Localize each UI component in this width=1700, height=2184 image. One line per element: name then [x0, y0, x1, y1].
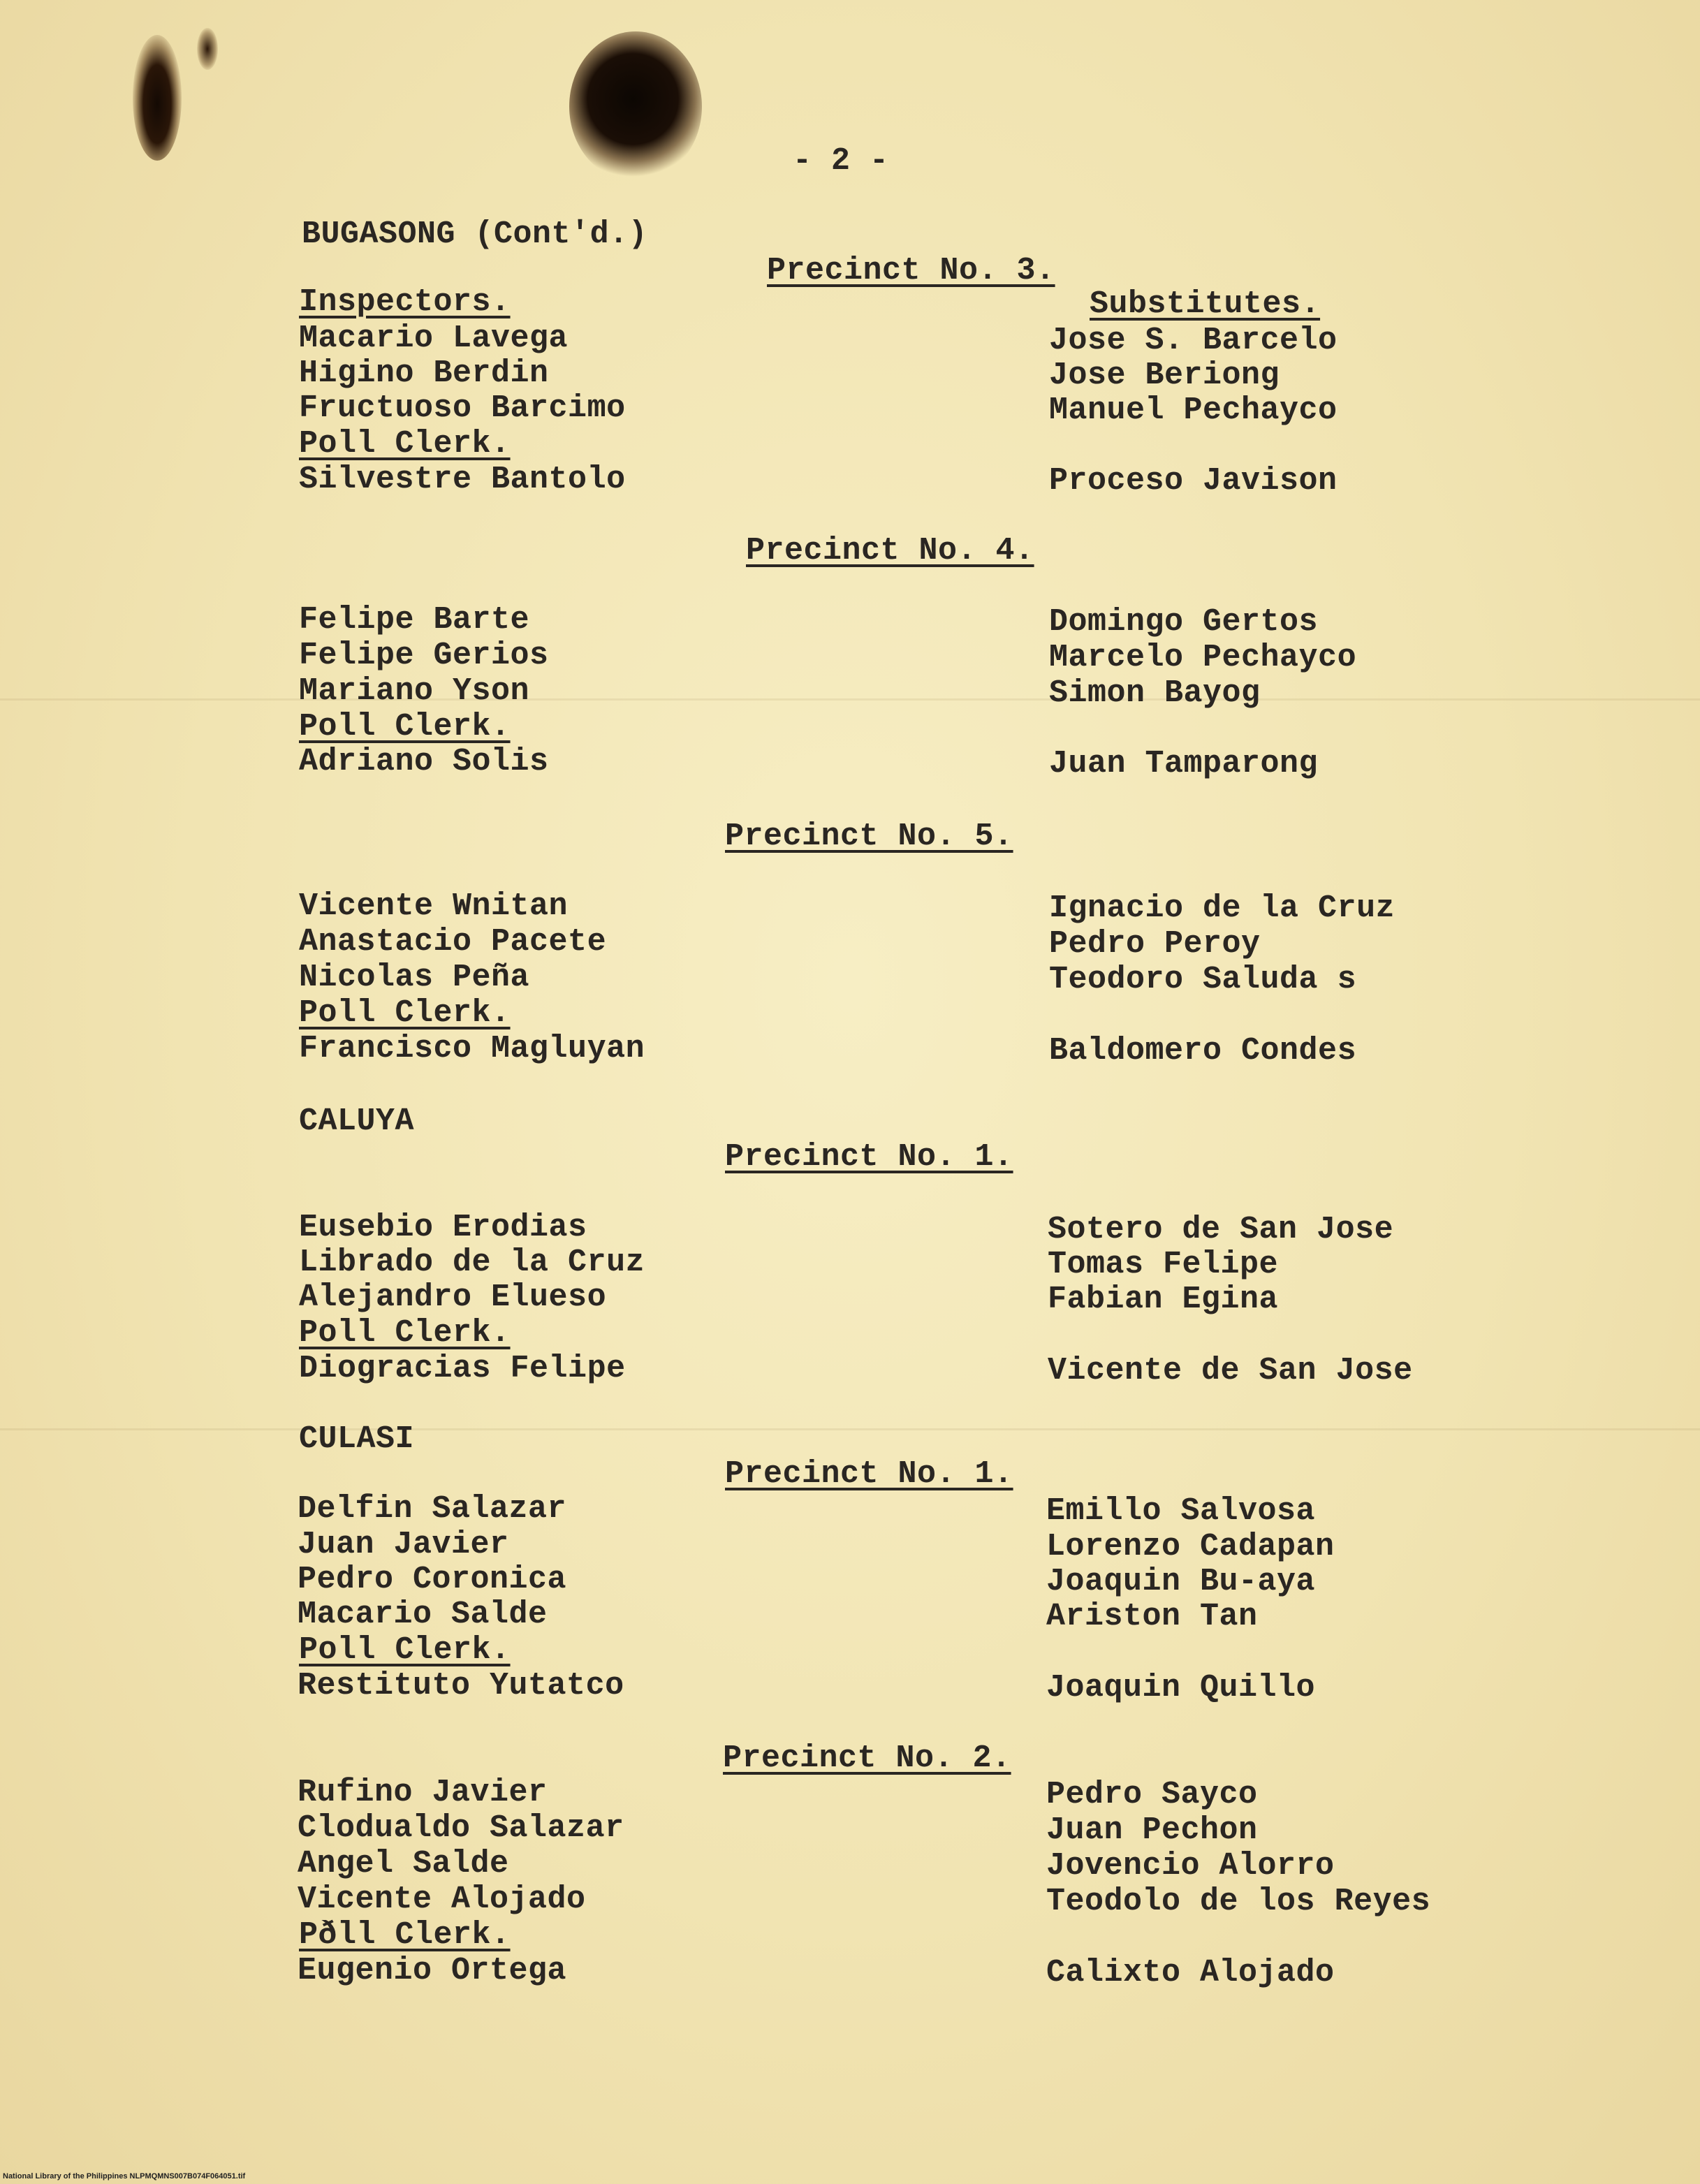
substitute-name: Teodoro Saluda s — [1049, 962, 1357, 997]
inspector-name: Felipe Barte — [299, 602, 530, 638]
burn-mark-tiny — [197, 28, 218, 70]
substitute-name: Fabian Egina — [1048, 1282, 1279, 1317]
inspector-name: Juan Javier — [298, 1527, 509, 1562]
poll-clerk-substitute: Joaquin Quillo — [1046, 1670, 1316, 1706]
substitute-name: Jose Beriong — [1049, 358, 1280, 393]
precinct-heading: Precinct No. 2. — [723, 1740, 1011, 1776]
poll-clerk-substitute: Juan Tamparong — [1049, 746, 1319, 782]
substitute-name: Pedro Peroy — [1049, 926, 1261, 962]
substitutes-label: Substitutes. — [1090, 286, 1321, 322]
burn-mark-large — [569, 31, 702, 182]
inspector-name: Pedro Coronica — [298, 1562, 567, 1597]
inspector-name: Macario Lavega — [299, 321, 569, 356]
inspector-name: Macario Salde — [298, 1597, 548, 1632]
poll-clerk-substitute: Baldomero Condes — [1049, 1033, 1357, 1069]
poll-clerk-substitute: Vicente de San Jose — [1048, 1353, 1413, 1388]
substitute-name: Juan Pechon — [1046, 1812, 1258, 1848]
inspector-name: Felipe Gerios — [299, 638, 549, 673]
substitute-name: Joaquin Bu-aya — [1046, 1564, 1316, 1599]
inspector-name: Mariano Yson — [299, 673, 530, 709]
substitute-name: Emillo Salvosa — [1046, 1493, 1316, 1529]
inspector-name: Rufino Javier — [298, 1775, 548, 1810]
fold-line — [0, 698, 1700, 701]
poll-clerk-substitute: Calixto Alojado — [1046, 1955, 1335, 1991]
precinct-heading: Precinct No. 1. — [725, 1139, 1013, 1175]
inspector-name: Delfin Salazar — [298, 1491, 567, 1527]
municipality-heading: BUGASONG (Cont'd.) — [302, 217, 648, 252]
poll-clerk-name: Eugenio Ortega — [298, 1953, 567, 1988]
substitute-name: Jose S. Barcelo — [1049, 323, 1338, 358]
poll-clerk-label: Poll Clerk. — [299, 1315, 511, 1351]
municipality-heading: CULASI — [299, 1421, 415, 1457]
page-number: - 2 - — [793, 143, 889, 179]
inspector-name: Eusebio Erodias — [299, 1210, 587, 1245]
substitute-name: Jovencio Alorro — [1046, 1848, 1335, 1884]
archive-footer: National Library of the Philippines NLPMQMNS007B074F064051.tif — [3, 2172, 246, 2181]
substitute-name: Manuel Pechayco — [1049, 393, 1338, 428]
inspector-name: Librado de la Cruz — [299, 1245, 645, 1280]
substitute-name: Marcelo Pechayco — [1049, 640, 1357, 675]
poll-clerk-label: Poll Clerk. — [299, 426, 511, 462]
inspector-name: Nicolas Peña — [299, 960, 530, 995]
inspector-name: Vicente Wnitan — [299, 888, 569, 924]
municipality-heading: CALUYA — [299, 1104, 415, 1139]
substitute-name: Lorenzo Cadapan — [1046, 1529, 1335, 1564]
substitute-name: Simon Bayog — [1049, 675, 1261, 711]
substitute-name: Tomas Felipe — [1048, 1247, 1279, 1282]
precinct-heading: Precinct No. 3. — [767, 253, 1055, 288]
poll-clerk-name: Diogracias Felipe — [299, 1351, 626, 1386]
poll-clerk-substitute: Proceso Javison — [1049, 463, 1338, 499]
precinct-heading: Precinct No. 4. — [746, 533, 1034, 569]
inspector-name: Anastacio Pacete — [299, 924, 607, 960]
poll-clerk-name: Adriano Solis — [299, 744, 549, 779]
poll-clerk-label: Poll Clerk. — [299, 1632, 511, 1668]
substitute-name: Pedro Sayco — [1046, 1777, 1258, 1812]
inspector-name: Higino Berdin — [299, 356, 549, 391]
inspector-name: Clodualdo Salazar — [298, 1810, 624, 1846]
substitute-name: Sotero de San Jose — [1048, 1212, 1394, 1247]
inspector-name: Vicente Alojado — [298, 1882, 586, 1917]
inspector-name: Fructuoso Barcimo — [299, 390, 626, 426]
precinct-heading: Precinct No. 5. — [725, 819, 1013, 854]
poll-clerk-label: Poll Clerk. — [299, 709, 511, 745]
poll-clerk-label: Poll Clerk. — [299, 995, 511, 1031]
precinct-heading: Precinct No. 1. — [725, 1456, 1013, 1492]
inspector-name: Angel Salde — [298, 1846, 509, 1882]
inspectors-label: Inspectors. — [299, 284, 511, 320]
poll-clerk-label: Pðll Clerk. — [299, 1917, 511, 1953]
inspector-name: Alejandro Elueso — [299, 1280, 607, 1315]
substitute-name: Domingo Gertos — [1049, 604, 1319, 640]
substitute-name: Ignacio de la Cruz — [1049, 891, 1395, 926]
poll-clerk-name: Francisco Magluyan — [299, 1031, 645, 1067]
substitute-name: Teodolo de los Reyes — [1046, 1884, 1431, 1919]
poll-clerk-name: Restituto Yutatco — [298, 1668, 624, 1703]
fold-line — [0, 1428, 1700, 1430]
poll-clerk-name: Silvestre Bantolo — [299, 462, 626, 497]
burn-mark-small — [133, 35, 182, 161]
substitute-name: Ariston Tan — [1046, 1599, 1258, 1634]
